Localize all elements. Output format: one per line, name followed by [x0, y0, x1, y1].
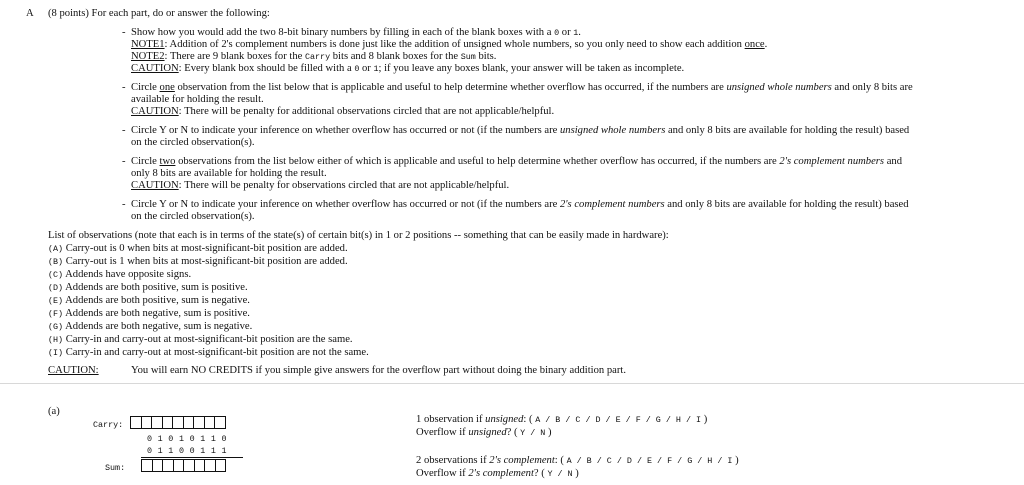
- unsigned-observation-choices[interactable]: A / B / C / D / E / F / G / H / I: [535, 415, 702, 425]
- sum-box[interactable]: [215, 459, 227, 472]
- observations-intro: List of observations (note that each is in terms of the state(s) of certain bit(s) in 1 or 2 positions -- something that can be easily made in hardware):: [48, 230, 669, 241]
- unsigned-observation-prompt: 1 observation if unsigned: ( A / B / C / D / E / F / G / H / I ): [416, 414, 708, 425]
- observation-item: (E) Addends are both positive, sum is negative.: [48, 295, 250, 306]
- carry-boxes: [130, 416, 225, 429]
- observation-item: (D) Addends are both positive, sum is positive.: [48, 282, 248, 293]
- carry-label: Carry:: [93, 420, 124, 430]
- observation-item: (I) Carry-in and carry-out at most-significant-bit position are not the same.: [48, 347, 369, 358]
- caution-4: CAUTION: There will be penalty for observations circled that are not applicable/helpful.: [131, 180, 510, 191]
- addend-2: 0 1 1 0 0 1 1 1: [147, 446, 227, 456]
- instruction-2-cont: available for holding the result.: [131, 94, 264, 105]
- instruction-1: Show how you would add the two 8-bit binary numbers by filling in each of the blank boxes with a 0 or 1.: [131, 27, 581, 38]
- caution-1: CAUTION: Every blank box should be filled with a 0 or 1; if you leave any boxes blank, your answer will be taken as incomplete.: [131, 63, 685, 74]
- twos-observation-choices[interactable]: A / B / C / D / E / F / G / H / I: [566, 456, 733, 466]
- twos-overflow-prompt: Overflow if 2's complement? ( Y / N ): [416, 468, 579, 479]
- unsigned-overflow-choices[interactable]: Y / N: [520, 428, 546, 438]
- observation-item: (A) Carry-out is 0 when bits at most-significant-bit position are added.: [48, 243, 348, 254]
- sum-label: Sum:: [105, 463, 126, 473]
- observation-item: (C) Addends have opposite signs.: [48, 269, 192, 280]
- note1: NOTE1: Addition of 2's complement numbers is done just like the addition of unsigned whole numbers, so you only need to show each addition once.: [131, 39, 768, 50]
- observation-item: (F) Addends are both negative, sum is positive.: [48, 308, 250, 319]
- question-heading: (8 points) For each part, do or answer the following:: [48, 8, 270, 19]
- observation-item: (H) Carry-in and carry-out at most-significant-bit position are the same.: [48, 334, 353, 345]
- caution-text: You will earn NO CREDITS if you simple give answers for the overflow part without doing the binary addition part.: [131, 365, 626, 376]
- observation-item: (G) Addends are both negative, sum is negative.: [48, 321, 253, 332]
- part-a-label: (a): [48, 406, 60, 417]
- caution-label: CAUTION:: [48, 365, 99, 376]
- sum-rule: [141, 457, 243, 458]
- twos-observation-prompt: 2 observations if 2's complement: ( A / B / C / D / E / F / G / H / I ): [416, 455, 739, 466]
- note2: NOTE2: There are 9 blank boxes for the Carry bits and 8 blank boxes for the Sum bits.: [131, 51, 497, 62]
- instruction-4-cont: only 8 bits are available for holding the result.: [131, 168, 327, 179]
- addend-1: 0 1 0 1 0 1 1 0: [147, 434, 227, 444]
- caution-2: CAUTION: There will be penalty for additional observations circled that are not applicable/helpful.: [131, 106, 555, 117]
- bullet-dash: -: [122, 125, 126, 136]
- question-label: A: [26, 8, 34, 19]
- observation-item: (B) Carry-out is 1 when bits at most-significant-bit position are added.: [48, 256, 348, 267]
- instruction-3: Circle Y or N to indicate your inference on whether overflow has occurred or not (if the numbers are unsigned whole numbers and only 8 bits are available for holding the result) based: [131, 125, 910, 136]
- bullet-dash: -: [122, 82, 126, 93]
- instruction-5-cont: on the circled observation(s).: [131, 211, 255, 222]
- instruction-3-cont: on the circled observation(s).: [131, 137, 255, 148]
- carry-box[interactable]: [214, 416, 226, 429]
- twos-overflow-choices[interactable]: Y / N: [547, 469, 573, 479]
- divider: [0, 383, 1024, 384]
- instruction-4: Circle two observations from the list below either of which is applicable and useful to help determine whether overflow has occurred, if the numbers are 2's complement numbers and: [131, 156, 902, 167]
- sum-boxes: [141, 459, 225, 472]
- unsigned-overflow-prompt: Overflow if unsigned? ( Y / N ): [416, 427, 552, 438]
- bullet-dash: -: [122, 27, 126, 38]
- bullet-dash: -: [122, 199, 126, 210]
- instruction-5: Circle Y or N to indicate your inference on whether overflow has occurred or not (if the numbers are 2's complement numbers and only 8 bits are available for holding the result) based: [131, 199, 909, 210]
- bullet-dash: -: [122, 156, 126, 167]
- instruction-2: Circle one observation from the list below that is applicable and useful to help determine whether overflow has occurred, if the numbers are unsigned whole numbers and only 8 bits are: [131, 82, 913, 93]
